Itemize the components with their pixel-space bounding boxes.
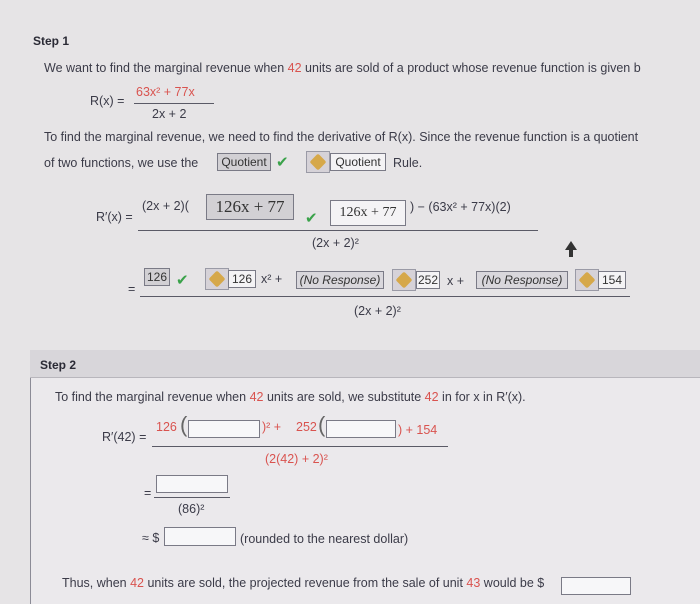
open-paren-2: (: [318, 412, 326, 437]
open-paren: (: [180, 412, 188, 437]
equals-sign-2: =: [144, 486, 152, 500]
coef-126-text: 126: [156, 420, 177, 434]
plus-154: ) + 154: [398, 423, 438, 437]
check-icon: ✔: [305, 210, 318, 227]
rounded-note: (rounded to the nearest dollar): [240, 532, 409, 546]
hint-icon[interactable]: [392, 269, 416, 291]
check-icon: ✔: [176, 272, 189, 289]
derivative-explanation: To find the marginal revenue, we need to find the derivative of R(x). Since the revenue function is a quotient: [44, 130, 639, 144]
step2-intro: [55, 390, 526, 404]
approx-dollar: ≈ $: [142, 531, 160, 545]
x-squared-plus: x² +: [261, 272, 283, 286]
term2-suffix: [410, 200, 511, 214]
intro-text: We want to find the marginal revenue when: [44, 61, 288, 75]
rx-label: R(x) =: [90, 94, 125, 108]
derivative-explanation-2: of two functions, we use the: [44, 156, 199, 170]
equals-sign-1: =: [128, 282, 136, 296]
conclusion-text: Thus, when: [62, 576, 131, 590]
x-value-input-1[interactable]: [188, 420, 260, 438]
check-icon: ✔: [276, 154, 289, 171]
term2-text: ) − (63x² + 77x)(2): [410, 200, 511, 214]
final-revenue-input[interactable]: [561, 577, 631, 595]
step2-intro-text: To find the marginal revenue when: [55, 390, 250, 404]
derivative-hint-box[interactable]: 126x + 77: [330, 200, 406, 226]
denominator-2: (2x + 2)²: [354, 304, 401, 318]
conclusion-unit: 43: [466, 576, 481, 590]
rx-denominator: 2x + 2: [152, 107, 187, 121]
step2-intro-mid: units are sold, we substitute: [263, 390, 425, 404]
step2-panel: [30, 350, 700, 604]
coef-252-text: 252: [296, 420, 317, 434]
intro-text-end: units are sold of a product whose revenue function is given b: [301, 61, 641, 75]
const-154-box[interactable]: 154: [598, 271, 626, 289]
conclusion-end: would be $: [480, 576, 545, 590]
quotient-hint-box[interactable]: Quotient: [330, 153, 386, 171]
den-86-squared: (86)²: [178, 502, 205, 516]
coef-126-hint-box[interactable]: 126: [228, 270, 256, 288]
step2-denominator: (2(42) + 2)²: [265, 452, 328, 466]
units-value: 42: [287, 61, 302, 75]
numerator-input[interactable]: [156, 475, 228, 493]
conclusion-mid: units are sold, the projected revenue from the sale of unit: [144, 576, 467, 590]
step2-intro-end: in for x in R′(x).: [438, 390, 526, 404]
conclusion-units: 42: [130, 576, 144, 590]
step1-intro: [44, 61, 641, 75]
hint-icon[interactable]: [306, 151, 330, 173]
rule-word: Rule.: [393, 156, 423, 170]
denominator-1: (2x + 2)²: [312, 236, 359, 250]
step2-substitute-value: 42: [424, 390, 439, 404]
step2-header: [30, 350, 700, 378]
step2-label: Step 2: [40, 358, 77, 372]
coef-126-box[interactable]: 126: [144, 268, 170, 286]
conclusion: [62, 576, 544, 590]
x-plus: x +: [447, 274, 465, 288]
no-response-box-2[interactable]: (No Response): [476, 271, 568, 289]
no-response-box-1[interactable]: (No Response): [296, 271, 384, 289]
step2-units: 42: [249, 390, 264, 404]
coef-252-box[interactable]: 252: [417, 273, 439, 287]
cursor-arrow-icon: [564, 240, 578, 258]
hint-icon[interactable]: [575, 269, 599, 291]
r42-label: R′(42) =: [102, 430, 147, 444]
quotient-answer-box[interactable]: Quotient: [217, 153, 271, 171]
rprime-label: R′(x) =: [96, 210, 133, 224]
square-plus: )² +: [262, 420, 282, 434]
derivative-answer-box[interactable]: 126x + 77: [206, 194, 294, 220]
rx-numerator: 63x² + 77x: [136, 85, 195, 99]
step1-label: Step 1: [33, 34, 70, 48]
term1-prefix: (2x + 2)(: [142, 199, 189, 213]
revenue-approx-input[interactable]: [164, 527, 236, 546]
x-value-input-2[interactable]: [326, 420, 396, 438]
hint-icon[interactable]: [205, 268, 229, 290]
